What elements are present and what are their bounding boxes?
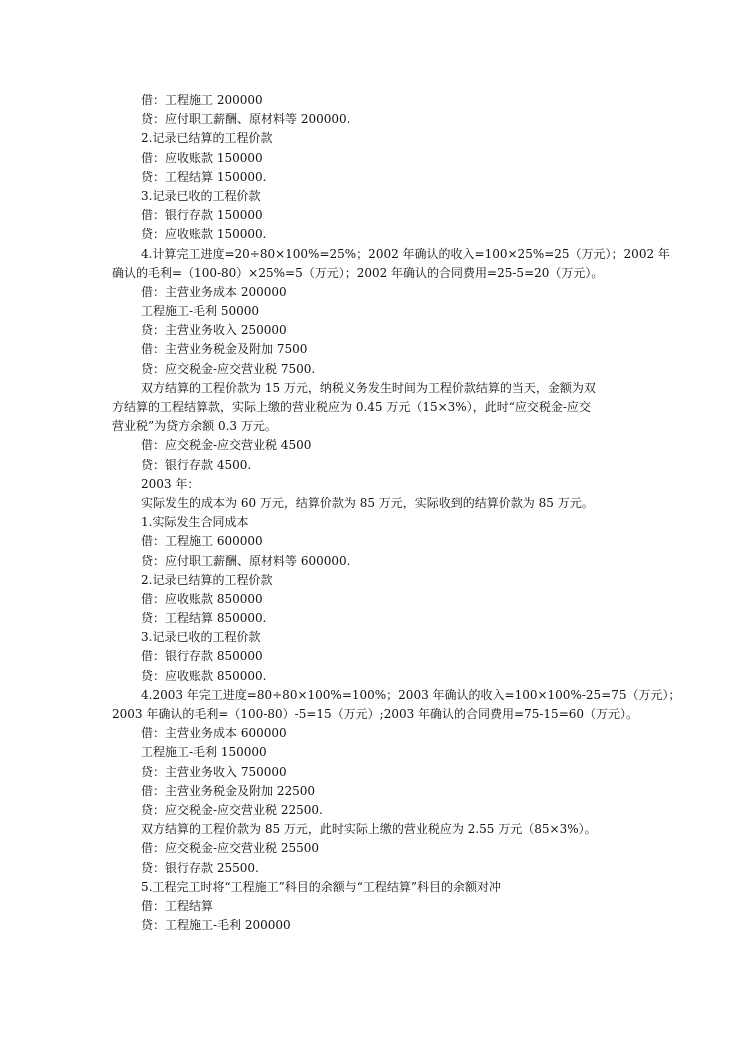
text-line: 工程施工-毛利 50000 bbox=[141, 304, 260, 319]
text-line: 贷：工程结算 850000. bbox=[141, 611, 267, 626]
text-line: 贷：工程结算 150000. bbox=[141, 169, 267, 184]
text-line: 2.记录已结算的工程价款 bbox=[141, 131, 273, 146]
text-line: 借：主营业务成本 200000 bbox=[141, 284, 287, 299]
text-line: 方结算的工程结算款，实际上缴的营业税应为 0.45 万元（15×3%），此时“应交税金-应交 bbox=[112, 400, 591, 414]
text-line: 5.工程完工时将“工程施工”科目的余额与“工程结算”科目的余额对冲 bbox=[141, 879, 501, 894]
text-line: 贷：应付职工薪酬、原材料等 600000. bbox=[141, 553, 351, 568]
text-line: 实际发生的成本为 60 万元，结算价款为 85 万元，实际收到的结算价款为 85 万元。 bbox=[141, 495, 594, 510]
text-line: 营业税”为贷方余额 0.3 万元。 bbox=[112, 419, 277, 434]
text-line: 借：银行存款 150000 bbox=[141, 208, 263, 223]
text-line: 3.记录已收的工程价款 bbox=[141, 188, 261, 203]
text-line: 借：主营业务税金及附加 22500 bbox=[141, 783, 315, 798]
text-line: 贷：主营业务收入 250000 bbox=[141, 323, 287, 338]
text-line: 贷：银行存款 4500. bbox=[141, 457, 252, 472]
text-line: 贷：应交税金-应交营业税 22500. bbox=[141, 802, 323, 817]
text-line: 2003 年： bbox=[141, 476, 200, 491]
text-line: 贷：应付职工薪酬、原材料等 200000. bbox=[141, 112, 351, 127]
text-line: 借：主营业务税金及附加 7500 bbox=[141, 342, 308, 357]
text-line: 双方结算的工程价款为 15 万元，纳税义务发生时间为工程价款结算的当天，金额为双 bbox=[141, 380, 596, 395]
text-line: 借：应交税金-应交营业税 25500 bbox=[141, 841, 320, 856]
text-line: 借：工程施工 600000 bbox=[141, 534, 263, 549]
text-line: 贷：主营业务收入 750000 bbox=[141, 764, 287, 779]
text-line: 借：应收账款 150000 bbox=[141, 150, 263, 165]
text-line: 3.记录已收的工程价款 bbox=[141, 630, 261, 645]
text-line: 4.2003 年完工进度=80÷80×100%=100%；2003 年确认的收入=100×100%-25=75（万元）； bbox=[141, 687, 681, 702]
text-line: 确认的毛利=（100-80）×25%=5（万元）；2002 年确认的合同费用=25-5=20（万元）。 bbox=[112, 265, 604, 280]
text-line: 工程施工-毛利 150000 bbox=[141, 745, 267, 760]
text-line: 1.实际发生合同成本 bbox=[141, 515, 249, 530]
text-line: 借：应交税金-应交营业税 4500 bbox=[141, 438, 312, 453]
text-line: 贷：应交税金-应交营业税 7500. bbox=[141, 361, 316, 376]
text-line: 借：应收账款 850000 bbox=[141, 591, 263, 606]
text-line: 借：银行存款 850000 bbox=[141, 649, 263, 664]
text-line: 贷：工程施工-毛利 200000 bbox=[141, 918, 291, 933]
text-line: 贷：应收账款 150000. bbox=[141, 227, 267, 242]
text-line: 借：主营业务成本 600000 bbox=[141, 726, 287, 741]
text-line: 借：工程施工 200000 bbox=[141, 93, 263, 107]
document-body bbox=[112, 91, 681, 935]
text-line: 4.计算完工进度=20÷80×100%=25%；2002 年确认的收入=100×25%=25（万元）；2002 年 bbox=[141, 246, 670, 261]
text-line: 贷：银行存款 25500. bbox=[141, 860, 259, 875]
text-line: 双方结算的工程价款为 85 万元，此时实际上缴的营业税应为 2.55 万元（85×3%）。 bbox=[141, 822, 597, 837]
text-line: 贷：应收账款 850000. bbox=[141, 668, 267, 683]
text-line: 2.记录已结算的工程价款 bbox=[141, 572, 273, 587]
text-line: 借：工程结算 bbox=[141, 898, 214, 913]
text-line: 2003 年确认的毛利=（100-80）-5=15（万元）;2003 年确认的合同费用=75-15=60（万元）。 bbox=[112, 707, 639, 721]
